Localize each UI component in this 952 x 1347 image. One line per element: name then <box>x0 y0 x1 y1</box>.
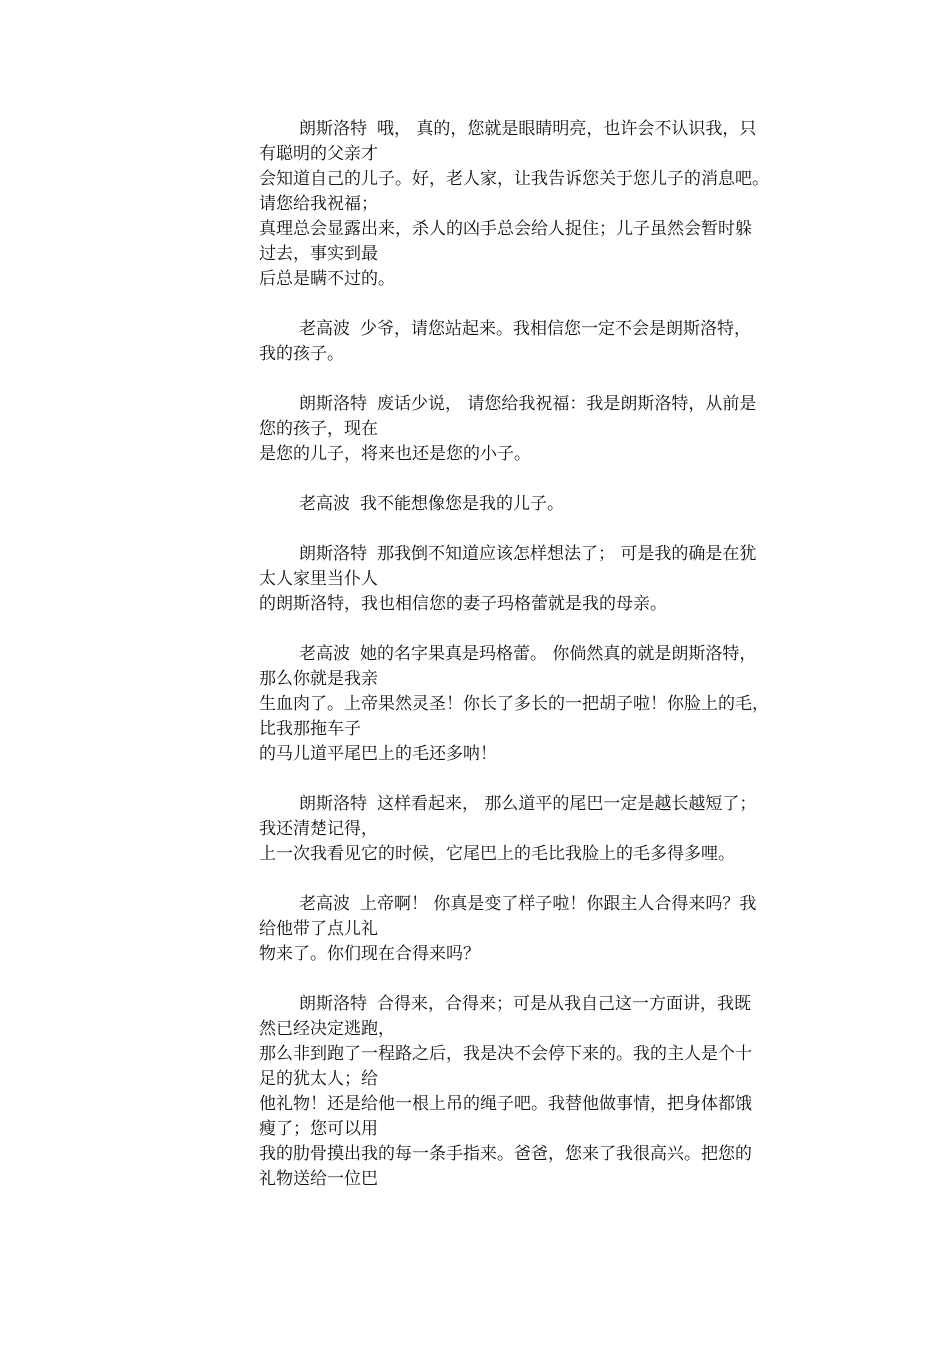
line-text: 足的犹太人；给 <box>259 1069 378 1089</box>
dialogue-line <box>259 1142 814 1167</box>
line-text: 我不能想像您是我的儿子。 <box>360 494 564 514</box>
dialogue-paragraph <box>259 392 814 467</box>
dialogue-line <box>259 342 814 367</box>
dialogue-line <box>259 667 814 692</box>
dialogue-line <box>259 1017 814 1042</box>
dialogue-paragraph <box>259 792 814 867</box>
line-text: 少爷，请您站起来。我相信您一定不会是朗斯洛特， <box>360 319 751 339</box>
line-text: 您的孩子，现在 <box>259 419 378 439</box>
speaker-name: 老高波 <box>299 894 350 914</box>
line-text: 物来了。你们现在合得来吗？ <box>259 944 480 964</box>
dialogue-line <box>259 742 814 767</box>
line-text: 比我那拖车子 <box>259 719 361 739</box>
dialogue-paragraph <box>259 642 814 767</box>
line-text: 过去，事实到最 <box>259 244 378 264</box>
dialogue-line <box>259 167 814 192</box>
line-text: 真理总会显露出来，杀人的凶手总会给人捉住；儿子虽然会暂时躲 <box>259 219 752 239</box>
dialogue-line <box>259 317 814 342</box>
line-text: 然已经决定逃跑， <box>259 1019 395 1039</box>
line-text: 我的肋骨摸出我的每一条手指来。爸爸，您来了我很高兴。把您的 <box>259 1144 752 1164</box>
dialogue-line <box>259 142 814 167</box>
line-text: 太人家里当仆人 <box>259 569 378 589</box>
line-text: 他礼物！还是给他一根上吊的绳子吧。我替他做事情，把身体都饿 <box>259 1094 752 1114</box>
line-text: 请您给我祝福； <box>259 194 378 214</box>
line-text: 是您的儿子，将来也还是您的小子。 <box>259 444 531 464</box>
dialogue-line <box>259 992 814 1017</box>
dialogue-line <box>259 717 814 742</box>
speaker-name: 老高波 <box>299 319 350 339</box>
line-text: 上帝啊！ 你真是变了样子啦！你跟主人合得来吗？我 <box>360 894 757 914</box>
speaker-name: 朗斯洛特 <box>299 544 367 564</box>
dialogue-line <box>259 892 814 917</box>
line-text: 那么你就是我亲 <box>259 669 378 689</box>
line-text: 上一次我看见它的时候，它尾巴上的毛比我脸上的毛多得多哩。 <box>259 844 735 864</box>
dialogue-line <box>259 1042 814 1067</box>
dialogue-line <box>259 917 814 942</box>
line-text: 哦， 真的，您就是眼睛明亮，也许会不认识我，只 <box>377 119 757 139</box>
line-text: 废话少说， 请您给我祝福：我是朗斯洛特，从前是 <box>377 394 757 414</box>
dialogue-line <box>259 192 814 217</box>
dialogue-line <box>259 117 814 142</box>
dialogue-paragraph <box>259 542 814 617</box>
line-text: 后总是瞒不过的。 <box>259 269 395 289</box>
dialogue-line <box>259 542 814 567</box>
dialogue-line <box>259 692 814 717</box>
dialogue-line <box>259 442 814 467</box>
dialogue-paragraph <box>259 317 814 367</box>
dialogue-line <box>259 417 814 442</box>
line-text: 会知道自己的儿子。好，老人家，让我告诉您关于您儿子的消息吧。 <box>259 169 769 189</box>
dialogue-paragraph <box>259 992 814 1192</box>
line-text: 我还清楚记得， <box>259 819 378 839</box>
dialogue-line <box>259 1067 814 1092</box>
line-text: 她的名字果真是玛格蕾。 你倘然真的就是朗斯洛特， <box>360 644 757 664</box>
speaker-name: 朗斯洛特 <box>299 394 367 414</box>
dialogue-paragraph <box>259 492 814 517</box>
speaker-name: 朗斯洛特 <box>299 994 367 1014</box>
line-text: 我的孩子。 <box>259 344 344 364</box>
line-text: 这样看起来， 那么道平的尾巴一定是越长越短了； <box>377 794 757 814</box>
dialogue-line <box>259 642 814 667</box>
dialogue-line <box>259 217 814 242</box>
dialogue-line <box>259 1092 814 1117</box>
dialogue-line <box>259 267 814 292</box>
dialogue-line <box>259 842 814 867</box>
dialogue-line <box>259 792 814 817</box>
dialogue-line <box>259 592 814 617</box>
line-text: 礼物送给一位巴 <box>259 1169 378 1189</box>
line-text: 那么非到跑了一程路之后，我是决不会停下来的。我的主人是个十 <box>259 1044 752 1064</box>
dialogue-line <box>259 492 814 517</box>
line-text: 给他带了点儿礼 <box>259 919 378 939</box>
speaker-name: 朗斯洛特 <box>299 794 367 814</box>
speaker-name: 老高波 <box>299 644 350 664</box>
dialogue-line <box>259 392 814 417</box>
line-text: 的朗斯洛特，我也相信您的妻子玛格蕾就是我的母亲。 <box>259 594 667 614</box>
dialogue-line <box>259 817 814 842</box>
speaker-name: 老高波 <box>299 494 350 514</box>
line-text: 合得来，合得来；可是从我自己这一方面讲，我既 <box>377 994 751 1014</box>
dialogue-paragraph <box>259 117 814 292</box>
dialogue-line <box>259 242 814 267</box>
speaker-name: 朗斯洛特 <box>299 119 367 139</box>
dialogue-line <box>259 1167 814 1192</box>
line-text: 有聪明的父亲才 <box>259 144 378 164</box>
dialogue-line <box>259 1117 814 1142</box>
dialogue-paragraph <box>259 892 814 967</box>
dialogue-text <box>259 117 814 1217</box>
line-text: 生血肉了。上帝果然灵圣！你长了多长的一把胡子啦！你脸上的毛， <box>259 694 769 714</box>
dialogue-line <box>259 942 814 967</box>
line-text: 那我倒不知道应该怎样想法了； 可是我的确是在犹 <box>377 544 757 564</box>
line-text: 的马儿道平尾巴上的毛还多呐！ <box>259 744 497 764</box>
line-text: 瘦了；您可以用 <box>259 1119 378 1139</box>
dialogue-line <box>259 567 814 592</box>
